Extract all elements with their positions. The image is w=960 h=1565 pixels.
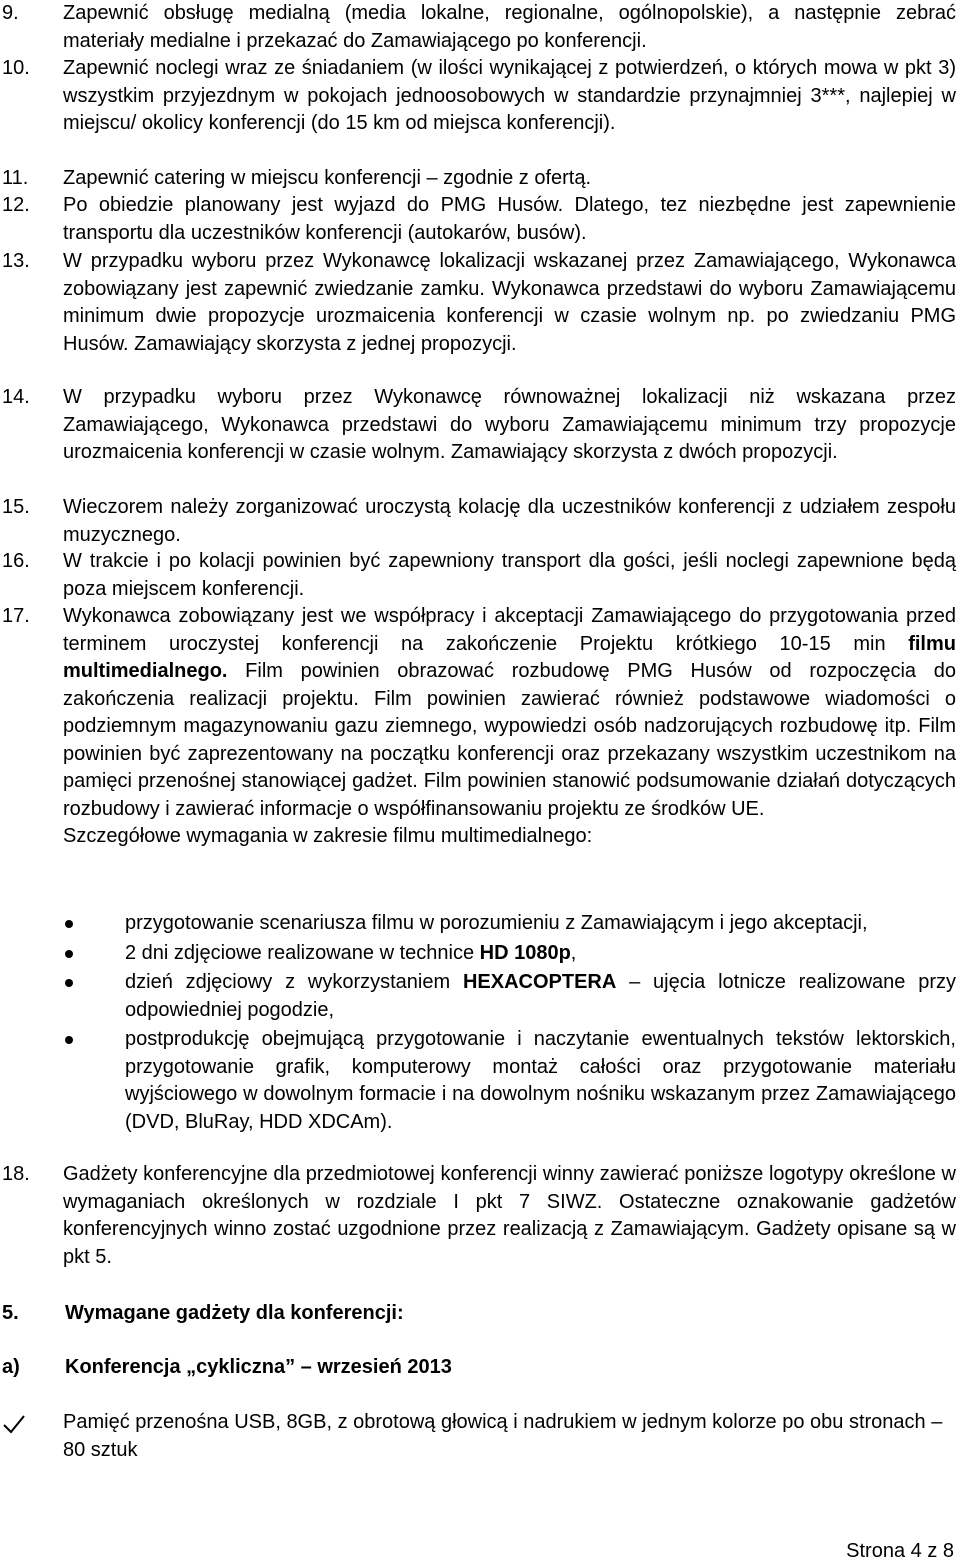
bullet-text: , <box>570 941 577 964</box>
list-item <box>0 548 960 603</box>
list-item-number: 14. <box>2 386 30 408</box>
list-item <box>0 55 960 138</box>
list-item-text <box>63 603 956 823</box>
list-item <box>0 165 960 193</box>
list-item-text: W przypadku wyboru przez Wykonawcę równoważnej lokalizacji niż wskazana przez Zamawiającego, Wykonawca przedstawi do wyboru Zamawiającemu minimum trzy propozycje urozmaicenia konferencji w czasie wolnym. Zamawiający skorzysta z dwóch propozycji. <box>63 386 956 463</box>
list-item-text: Zapewnić obsługę medialną (media lokalne, regionalne, ogólnopolskie), a następnie zebrać materiały medialne i przekazać do Zamawiającego po konferencji. <box>63 2 956 52</box>
gadget-item-text: Pamięć przenośna USB, 8GB, z obrotową głowicą i nadrukiem w jednym kolorze po obu stronach – 80 sztuk <box>63 1411 943 1461</box>
list-item-text: Zapewnić noclegi wraz ze śniadaniem (w ilości wynikającej z potwierdzeń, o których mowa w pkt 3) wszystkim przyjezdnym w pokojach jednoosobowych w standardzie przynajmniej 3***, najlepiej w miejscu/ okolicy konferencji (do 15 km od miejsca konferencji). <box>63 57 956 134</box>
list-item-text: Zapewnić catering w miejscu konferencji – zgodnie z ofertą. <box>63 167 592 189</box>
list-item <box>0 384 960 467</box>
list-item <box>0 248 960 358</box>
list-item <box>0 1161 960 1271</box>
list-item-text: Gadżety konferencyjne dla przedmiotowej konferencji winny zawierać poniższe logotypy określone w wymaganiach określonych w rozdziale I pkt 7 SIWZ. Ostateczne oznakowanie gadżetów konferencyjnych winno zostać uzgodnione przez realizacją z Zamawiającym. Gadżety opisane są w pkt 5. <box>63 1163 956 1268</box>
bullet-icon <box>65 1036 73 1044</box>
bullet-icon <box>65 950 73 958</box>
list-item-number: 15. <box>2 496 30 518</box>
film-text-bold: filmu multimedialnego. <box>63 632 956 682</box>
list-item-number: 9. <box>2 2 19 24</box>
list-item <box>0 0 960 55</box>
list-item-number: 11. <box>2 167 29 189</box>
bullet-text: dzień zdjęciowy z wykorzystaniem <box>125 971 463 993</box>
bullet-text: przygotowanie scenariusza filmu w porozumieniu z Zamawiającym i jego akceptacji, <box>125 912 868 934</box>
film-requirements-heading: Szczegółowe wymagania w zakresie filmu multimedialnego: <box>63 825 593 847</box>
film-requirements-list <box>0 910 960 1136</box>
bullet-item <box>0 910 960 938</box>
subsection-number: a) <box>2 1356 20 1378</box>
page-number: Strona 4 z 8 <box>846 1540 954 1562</box>
bullet-text: – ujęcia lotnicze realizowane przy odpowiedniej pogodzie, <box>125 971 956 1021</box>
bullet-item <box>0 1026 960 1136</box>
film-text-part: Wykonawca zobowiązany jest we współpracy i akceptacji Zamawiającego do przygotowania przed terminem uroczystej konferencji na zakończenie Projektu krótkiego 10-15 min <box>63 605 956 655</box>
list-item-number: 12. <box>2 194 30 216</box>
list-item-text: Po obiedzie planowany jest wyjazd do PMG Husów. Dlatego, tez niezbędne jest zapewnienie transportu dla uczestników konferencji (autokarów, busów). <box>63 194 956 244</box>
bullet-icon <box>65 920 73 928</box>
list-item-number: 17. <box>2 605 30 627</box>
list-item-number: 10. <box>2 57 30 79</box>
list-item-text: Wieczorem należy zorganizować uroczystą kolację dla uczestników konferencji z udziałem zespołu muzycznego. <box>63 496 956 546</box>
list-item <box>0 494 960 549</box>
list-item-number: 13. <box>2 250 30 272</box>
list-item-text: W trakcie i po kolacji powinien być zapewniony transport dla gości, jeśli noclegi zapewnione będą poza miejscem konferencji. <box>63 550 956 600</box>
list-item-text: W przypadku wyboru przez Wykonawcę lokalizacji wskazanej przez Zamawiającego, Wykonawca zobowiązany jest zapewnić zwiedzanie zamku. Wykonawca przedstawi do wyboru Zamawiającemu minimum dwie propozycje urozmaicenia konferencji w czasie wolnym np. po zwiedzaniu PMG Husów. Zamawiający skorzysta z jednej propozycji. <box>63 250 956 355</box>
list-item <box>0 192 960 247</box>
bullet-bold: HD 1080p <box>479 941 571 964</box>
section-title: Wymagane gadżety dla konferencji: <box>65 1302 404 1324</box>
bullet-text: postprodukcję obejmującą przygotowanie i naczytanie ewentualnych tekstów lektorskich, przygotowanie grafik, komputerowy montaż całości oraz przygotowanie materiału wyjściowego w dowolnym formacie i na dowolnym nośniku wskazanym przez Zamawiającego (DVD, BluRay, HDD XDCAm). <box>125 1028 956 1133</box>
bullet-item <box>0 940 960 968</box>
gadget-item <box>0 1409 960 1464</box>
film-text-part: Film powinien obrazować rozbudowę PMG Husów od rozpoczęcia do zakończenia realizacji projektu. Film powinien zawierać również podstawowe wiadomości o podziemnym magazynowaniu gazu ziemnego, wypowiedzi osób nadzorujących rozbudowę itp. Film powinien być zaprezentowany na początku konferencji oraz przekazany wszystkim uczestnikom na pamięci przenośnej stanowiącej gadżet. Film powinien stanowić podsumowanie działań dotyczących rozbudowy i zawierać informacje o współfinansowaniu projektu ze środków UE. <box>63 660 956 820</box>
section-number: 5. <box>2 1302 19 1324</box>
bullet-bold: HEXACOPTERA <box>462 971 617 993</box>
bullet-icon <box>65 979 73 987</box>
subsection-title: Konferencja „cykliczna” – wrzesień 2013 <box>65 1356 452 1378</box>
list-item-number: 16. <box>2 550 30 572</box>
bullet-item <box>0 969 960 1024</box>
list-item-film <box>0 603 960 851</box>
bullet-text: 2 dni zdjęciowe realizowane w technice <box>125 941 480 964</box>
list-item-number: 18. <box>2 1163 30 1185</box>
